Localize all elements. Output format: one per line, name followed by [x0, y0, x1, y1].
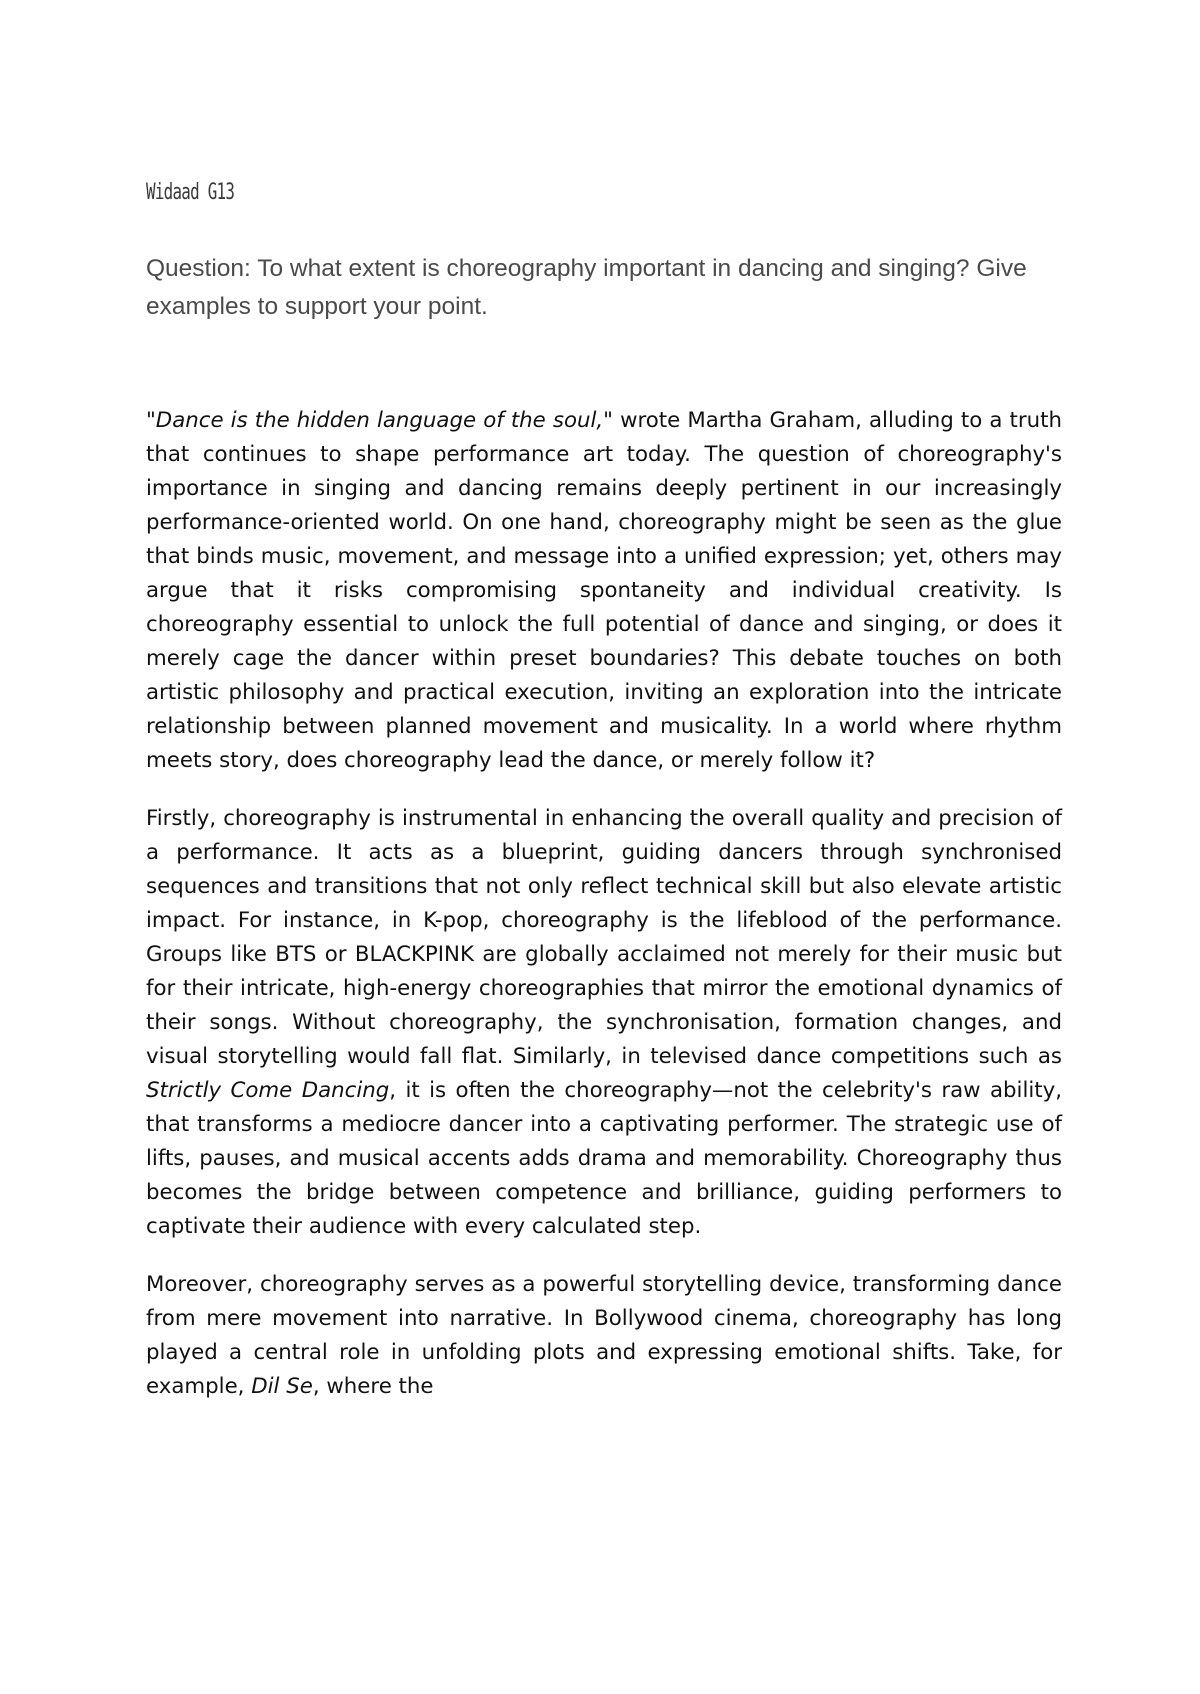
paragraph-text: , where the	[312, 1374, 434, 1399]
film-title: Dil Se	[251, 1374, 313, 1399]
paragraph-precision	[146, 802, 1062, 1244]
essay-body	[146, 404, 1062, 1428]
show-title: Strictly Come Dancing	[146, 1078, 390, 1103]
paragraph-text: Firstly, choreography is instrumental in enhancing the overall quality and precision of a performance. It acts as a blueprint, guiding dancers through synchronised sequences and transitions that not only reflect technical skill but also elevate artistic impact. For instance, in K-pop, choreography is the lifeblood of the performance. Groups like BTS or BLACKPINK are globally acclaimed not merely for their music but for their intricate, high-energy choreographies that mirror the emotional dynamics of their songs. Without choreography, the synchronisation, formation changes, and visual storytelling would fall flat. Similarly, in televised dance competitions such as	[146, 806, 1062, 1069]
paragraph-storytelling	[146, 1268, 1062, 1404]
paragraph-text: Moreover, choreography serves as a powerful storytelling device, transforming dance from mere movement into narrative. In Bollywood cinema, choreography has long played a central role in unfolding plots and expressing emotional shifts. Take, for example,	[146, 1272, 1062, 1399]
paragraph-text: , it is often the choreography—not the celebrity's raw ability, that transforms a mediocre dancer into a captivating performer. The strategic use of lifts, pauses, and musical accents adds drama and memorability. Choreography thus becomes the bridge between competence and brilliance, guiding performers to captivate their audience with every calculated step.	[146, 1078, 1062, 1239]
essay-question: Question: To what extent is choreography important in dancing and singing? Give examples to support your point.	[146, 255, 1027, 320]
paragraph-introduction	[146, 404, 1062, 778]
opening-quote: "Dance is the hidden language of the soul,"	[146, 408, 613, 433]
paragraph-text: wrote Martha Graham, alluding to a truth that continues to shape performance art today. The question of choreography's importance in singing and dancing remains deeply pertinent in our increasingly performance-oriented world. On one hand, choreography might be seen as the glue that binds music, movement, and message into a unified expression; yet, others may argue that it risks compromising spontaneity and individual creativity. Is choreography essential to unlock the full potential of dance and singing, or does it merely cage the dancer within preset boundaries? This debate touches on both artistic philosophy and practical execution, inviting an exploration into the intricate relationship between planned movement and musicality. In a world where rhythm meets story, does choreography lead the dance, or merely follow it?	[146, 408, 1062, 773]
author-name: Widaad G13	[146, 180, 235, 205]
